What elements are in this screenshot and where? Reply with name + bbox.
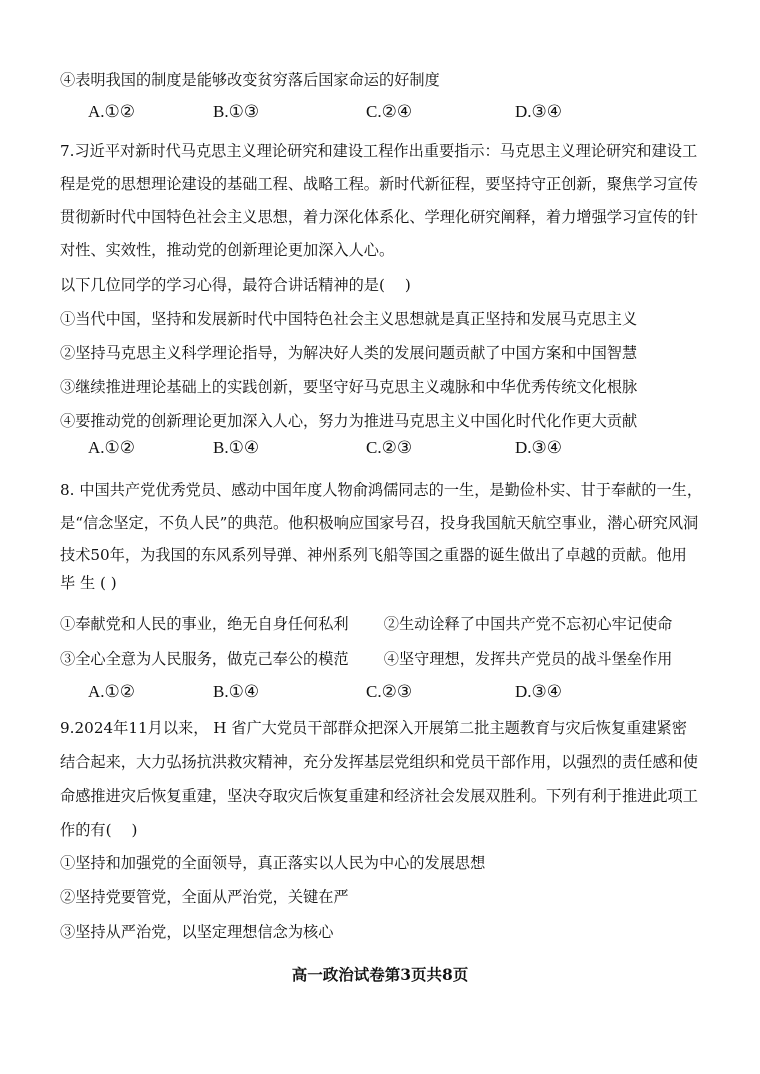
q8-stem-line: 8. 中国共产党优秀党员、感动中国年度人物俞鸿儒同志的一生，是勤俭朴实、甘于奉献的一生， (60, 481, 703, 499)
option-b: B.①③ (213, 102, 260, 121)
q8-stem-line: 是“信念坚定，不负人民”的典范。他积极响应国家号召，投身我国航天航空事业，潜心研究风洞 (60, 514, 699, 532)
option-d: D.③④ (515, 438, 563, 457)
option-b: B.①④ (213, 438, 260, 457)
option-b: B.①④ (213, 682, 260, 701)
option-d: D.③④ (515, 102, 563, 121)
q7-stem-line: 对性、实效性，推动党的创新理论更加深入人心。 (60, 241, 395, 259)
q9-stem-line: 结合起来，大力弘扬抗洪救灾精神，充分发挥基层党组织和党员干部作用，以强烈的责任感和使 (60, 753, 698, 771)
q8-items-row-1: ①奉献党和人民的事业，绝无自身任何私利 ②生动诠释了中国共产党不忘初心牢记使命 (60, 615, 673, 633)
q9-stem-line: 作的有( ) (60, 821, 138, 839)
prev-item-4: ④表明我国的制度是能够改变贫穷落后国家命运的好制度 (60, 71, 440, 89)
q8-items-row-2: ③全心全意为人民服务，做克己奉公的模范 ④坚守理想，发挥共产党员的战斗堡垒作用 (60, 650, 673, 668)
q8-stem-line: 技术50年，为我国的东风系列导弹、神州系列飞船等国之重器的诞生做出了卓越的贡献。他用 (60, 546, 687, 564)
q9-item-1: ①坚持和加强党的全面领导，真正落实以人民为中心的发展思想 (60, 854, 486, 872)
q7-item-4: ④要推动党的创新理论更加深入人心，努力为推进马克思主义中国化时代化作更大贡献 (60, 412, 638, 430)
q7-prompt: 以下几位同学的学习心得，最符合讲话精神的是( ) (60, 276, 411, 294)
option-d: D.③④ (515, 682, 563, 701)
q7-stem-line: 7.习近平对新时代马克思主义理论研究和建设工程作出重要指示：马克思主义理论研究和建设工 (60, 142, 698, 160)
q9-stem-line: 命感推进灾后恢复重建，坚决夺取灾后恢复重建和经济社会发展双胜利。下列有利于推进此项工 (60, 787, 698, 805)
q9-stem-line: 9.2024年11月以来， H 省广大党员干部群众把深入开展第二批主题教育与灾后恢复重建紧密 (60, 719, 687, 737)
option-c: C.②③ (366, 682, 413, 701)
q9-item-3: ③坚持从严治党，以坚定理想信念为核心 (60, 923, 334, 941)
q9-item-2: ②坚持党要管党，全面从严治党，关键在严 (60, 888, 349, 906)
q8-stem-line: 毕 生 ( ) (60, 574, 117, 592)
option-a: A.①② (88, 682, 136, 701)
q7-item-2: ②坚持马克思主义科学理论指导，为解决好人类的发展问题贡献了中国方案和中国智慧 (60, 344, 638, 362)
option-a: A.①② (88, 438, 136, 457)
q7-item-1: ①当代中国，坚持和发展新时代中国特色社会主义思想就是真正坚持和发展马克思主义 (60, 310, 638, 328)
option-a: A.①② (88, 102, 136, 121)
q7-item-3: ③继续推进理论基础上的实践创新，要坚守好马克思主义魂脉和中华优秀传统文化根脉 (60, 378, 638, 396)
q7-stem-line: 贯彻新时代中国特色社会主义思想，着力深化体系化、学理化研究阐释，着力增强学习宣传的针 (60, 208, 698, 226)
option-c: C.②③ (366, 438, 413, 457)
q7-stem-line: 程是党的思想理论建设的基础工程、战略工程。新时代新征程，要坚持守正创新，聚焦学习宣传 (60, 175, 698, 193)
option-c: C.②④ (366, 102, 413, 121)
page-footer: 高一政治试卷第3页共8页 (291, 965, 469, 984)
